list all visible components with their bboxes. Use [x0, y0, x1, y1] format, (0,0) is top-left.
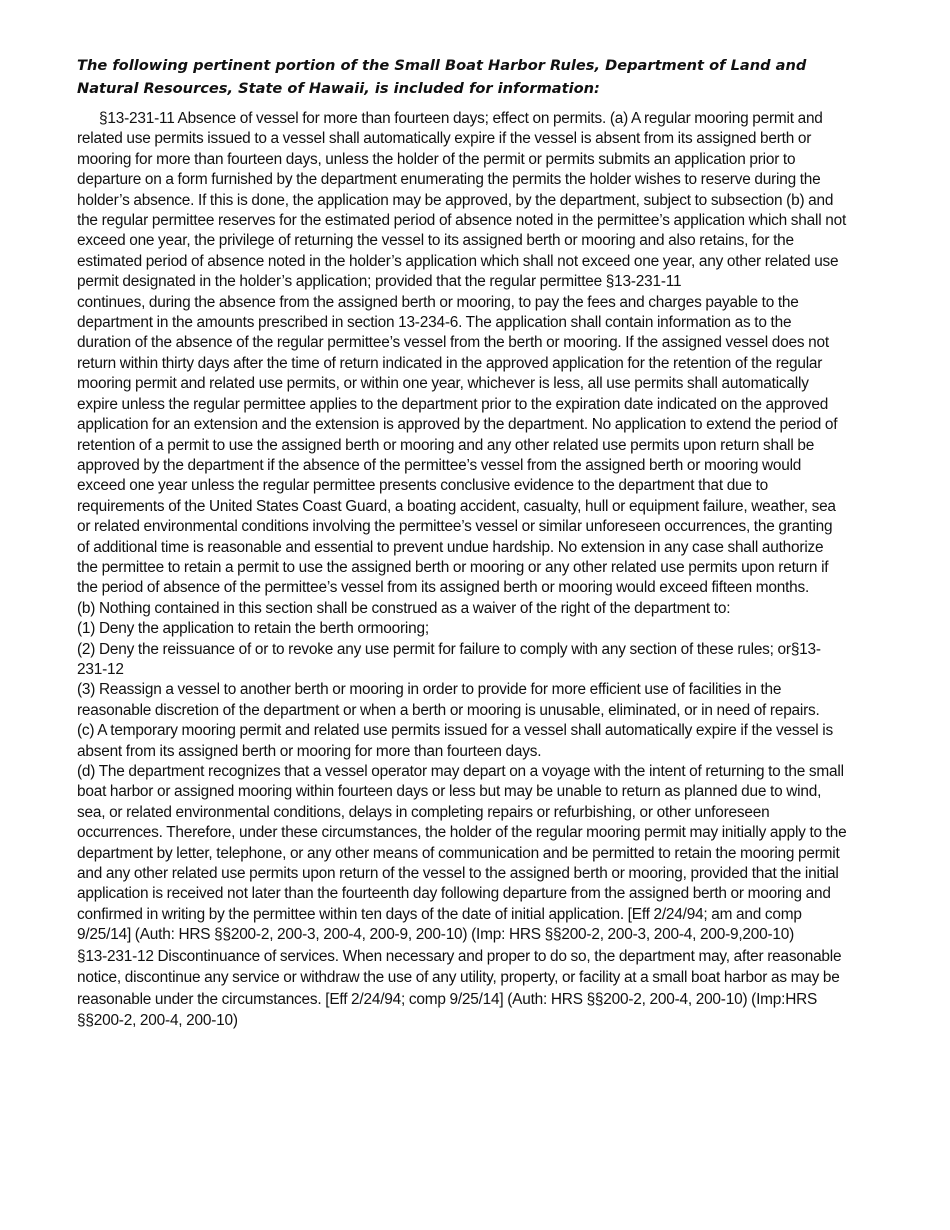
document-heading: The following pertinent portion of the Small Boat Harbor Rules, Department of Land and Natural Resources, State of Hawaii, is included for information: — [77, 57, 807, 97]
section-13-231-11-paragraph-a-part2: continues, during the absence from the assigned berth or mooring, to pay the fees and charges payable to the department in the amounts prescribed in section 13-234-6. The application shall contain information as to the duration of the absence of the regular permittee’s vessel from the berth or mooring. If the assigned vessel does not return within thirty days after the time of return indicated in the approved application for the retention of the regular mooring permit and related use permits, or within one year, whichever is less, all use permits shall automatically expire unless the regular permittee applies to the department prior to the expiration date indicated on the approved application for an extension and the extension is approved by the department. No application to extend the period of retention of a permit to use the assigned berth or mooring and any other related use permits upon return shall be approved by the department if the absence of the permittee’s vessel from the assigned berth or mooring would exceed one year unless the regular permittee presents conclusive evidence to the department that due to requirements of the United States Coast Guard, a boating accident, casualty, hull or equipment failure, weather, sea or related environmental conditions involving the permittee’s vessel or similar unforeseen occurrences, the granting of additional time is reasonable and essential to prevent undue hardship. No extension in any case shall authorize the permittee to retain a permit to use the assigned berth or mooring or any other related use permits upon return if the period of absence of the permittee’s vessel from its assigned berth or mooring would exceed fifteen months. — [77, 293, 838, 597]
paragraph-b: (b) Nothing contained in this section shall be construed as a waiver of the right of the department to: — [77, 599, 731, 617]
list-item-2: (2) Deny the reissuance of or to revoke any use permit for failure to comply with any section of these rules; or§13-231-12 — [77, 640, 821, 678]
list-item-1: (1) Deny the application to retain the berth ormooring; — [77, 620, 429, 638]
list-item-3: (3) Reassign a vessel to another berth or mooring in order to provide for more efficient use of facilities in the reasonable discretion of the department or when a berth or mooring is unusable, eliminated, or in need of repairs. — [77, 681, 820, 719]
section-13-231-12: §13-231-12 Discontinuance of services. When necessary and proper to do so, the department may, after reasonable notice, discontinue any service or withdraw the use of any utility, property, or facility at a small boat harbor as may be reasonable under the circumstances. [Eff 2/24/94; comp 9/25/14] (Auth: HRS §§200-2, 200-4, 200-10) (Imp:HRS §§200-2, 200-4, 200-10) — [77, 947, 842, 1030]
paragraph-d: (d) The department recognizes that a vessel operator may depart on a voyage with the intent of returning to the small boat harbor or assigned mooring within fourteen days or less but may be unable to return as planned due to wind, sea, or related environmental conditions, delays in completing repairs or refurbishing, or other unforeseen occurrences. Therefore, under these circumstances, the holder of the regular mooring permit may initially apply to the department by letter, telephone, or any other means of communication and be permitted to retain the mooring permit and any other related use permits upon return of the vessel to the assigned berth or mooring, provided that the initial application is received not later than the fourteenth day following departure from the assigned berth or mooring and confirmed in writing by the permittee within ten days of the date of initial application. [Eff 2/24/94; am and comp 9/25/14] (Auth: HRS §§200-2, 200-3, 200-4, 200-9, 200-10) (Imp: HRS §§200-2, 200-3, 200-4, 200-9,200-10) — [77, 763, 847, 944]
section-13-231-11-paragraph-a-part1: §13-231-11 Absence of vessel for more than fourteen days; effect on permits. (a) A regular mooring permit and related use permits issued to a vessel shall automatically expire if the vessel is absent from its assigned berth or mooring for more than fourteen days, unless the holder of the permit or permits submits an application prior to departure on a form furnished by the department enumerating the permits the holder wishes to reserve during the holder’s absence. If this is done, the application may be approved, by the department, subject to subsection (b) and the regular permittee reserves for the estimated period of absence noted in the permittee’s application which shall not exceed one year, the privilege of returning the vessel to its assigned berth or mooring and also retains, for the estimated period of absence noted in the holder’s application which shall not exceed one year, any other related use permit designated in the holder’s application; provided that the regular permittee §13-231-11 — [77, 110, 847, 291]
paragraph-c: (c) A temporary mooring permit and related use permits issued for a vessel shall automatically expire if the vessel is absent from its assigned berth or mooring for more than fourteen days. — [77, 722, 833, 760]
rules-text — [77, 109, 847, 1032]
document-page — [77, 54, 847, 1032]
